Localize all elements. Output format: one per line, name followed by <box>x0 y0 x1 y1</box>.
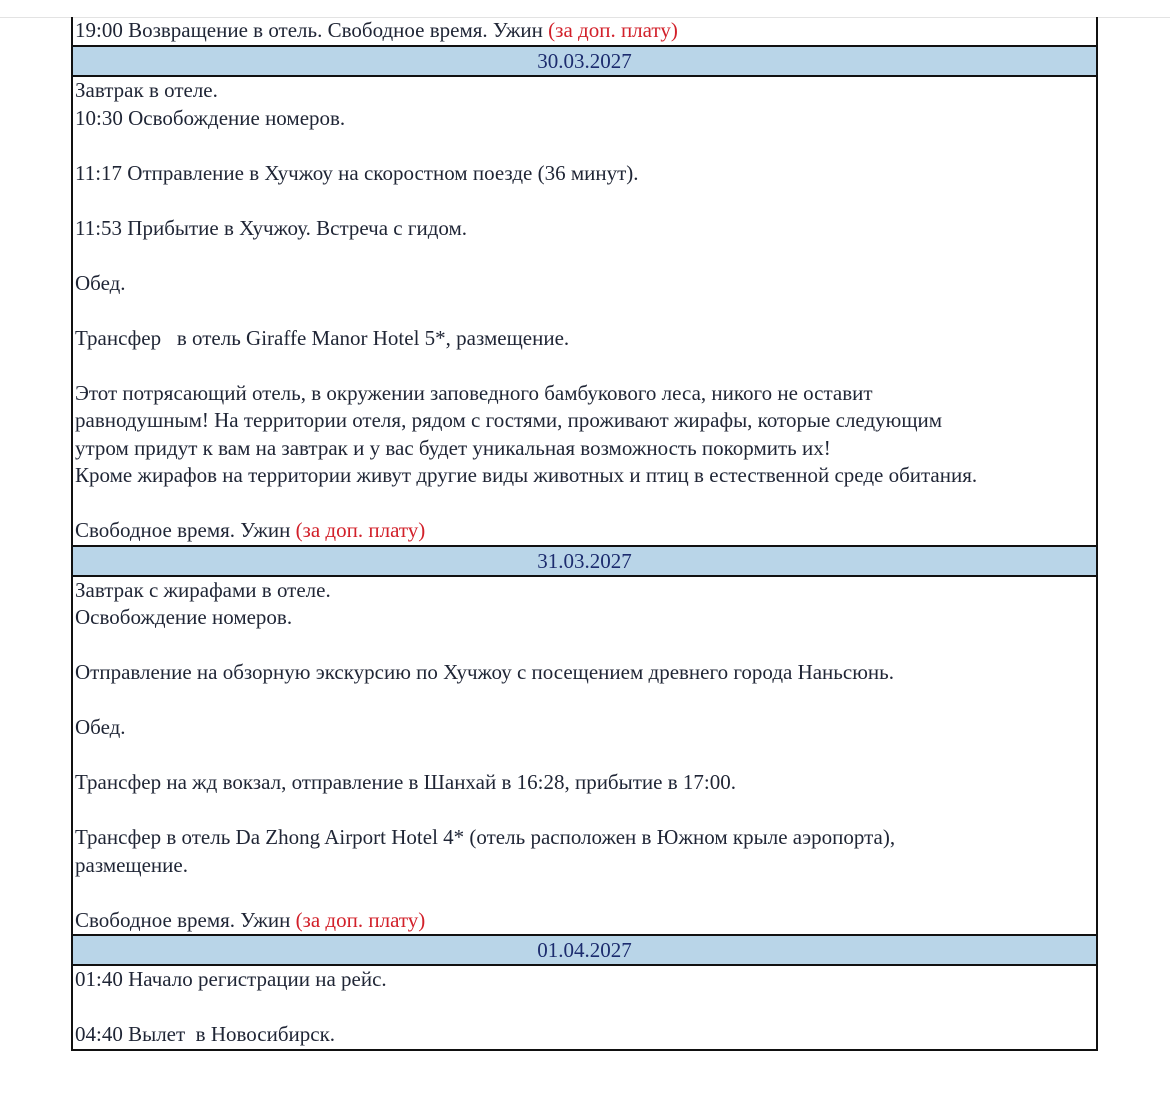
schedule-text: Свободное время. Ужин <box>75 518 296 542</box>
date-header: 30.03.2027 <box>73 45 1096 77</box>
extra-charge-note: (за доп. плату) <box>548 18 678 42</box>
blank-line <box>75 994 1094 1022</box>
blank-line <box>75 687 1094 715</box>
blank-line <box>75 242 1094 270</box>
schedule-text: Трансфер на жд вокзал, отправление в Шанхай в 16:28, прибытие в 17:00. <box>75 770 736 794</box>
schedule-line <box>75 966 1094 994</box>
schedule-text: Свободное время. Ужин <box>75 907 296 932</box>
blank-line <box>75 132 1094 160</box>
schedule-text: 11:17 Отправление в Хучжоу на скоростном поезде (36 минут). <box>75 160 639 185</box>
schedule-text: Завтрак с жирафами в отеле. <box>75 577 331 602</box>
date-header: 31.03.2027 <box>73 545 1096 577</box>
day-schedule-cell <box>73 577 1096 935</box>
schedule-line <box>75 17 1094 45</box>
schedule-text: 01:40 Начало регистрации на рейс. <box>75 967 387 991</box>
date-header: 01.04.2027 <box>73 934 1096 966</box>
schedule-line <box>75 462 1094 490</box>
schedule-text: 10:30 Освобождение номеров. <box>75 105 346 130</box>
extra-charge-note: (за доп. плату) <box>295 907 426 932</box>
blank-line <box>75 797 1094 825</box>
blank-line <box>75 187 1094 215</box>
schedule-text: Кроме жирафов на территории живут другие виды животных и птиц в естественной среде обитания. <box>75 463 978 487</box>
schedule-line <box>75 325 1094 353</box>
blank-line <box>75 352 1094 380</box>
schedule-line <box>75 270 1094 298</box>
blank-line <box>75 742 1094 770</box>
schedule-line <box>75 407 1094 435</box>
schedule-line <box>75 1021 1094 1049</box>
schedule-text: Этот потрясающий отель, в окружении заповедного бамбукового леса, никого не оставит <box>75 380 873 405</box>
blank-line <box>75 632 1094 660</box>
blank-line <box>75 490 1094 518</box>
schedule-line <box>75 824 1094 852</box>
extra-charge-note: (за доп. плату) <box>295 518 426 542</box>
schedule-text: равнодушным! На территории отеля, рядом с гостями, проживают жирафы, которые следующим <box>75 408 943 432</box>
day-schedule-cell <box>73 77 1096 545</box>
blank-line <box>75 297 1094 325</box>
schedule-line <box>75 77 1094 105</box>
schedule-text: Отправление на обзорную экскурсию по Хучжоу с посещением древнего города Наньсюнь. <box>75 660 894 684</box>
schedule-line <box>75 907 1094 935</box>
schedule-line <box>75 577 1094 605</box>
itinerary-table <box>71 17 1098 1051</box>
schedule-line <box>75 852 1094 880</box>
schedule-text: 04:40 Вылет в Новосибирск. <box>75 1022 336 1046</box>
schedule-line <box>75 380 1094 408</box>
schedule-line <box>75 435 1094 463</box>
day-schedule-cell <box>73 966 1096 1049</box>
schedule-text: Обед. <box>75 270 126 295</box>
schedule-text: Обед. <box>75 715 126 739</box>
schedule-text: Завтрак в отеле. <box>75 78 218 102</box>
schedule-line <box>75 160 1094 188</box>
schedule-text: размещение. <box>75 852 188 877</box>
schedule-line <box>75 105 1094 133</box>
schedule-text: утром придут к вам на завтрак и у вас будет уникальная возможность покормить их! <box>75 435 831 460</box>
schedule-line <box>75 714 1094 742</box>
schedule-line <box>75 604 1094 632</box>
schedule-text: Освобождение номеров. <box>75 605 293 629</box>
schedule-text: 19:00 Возвращение в отель. Свободное время. Ужин <box>75 18 549 42</box>
schedule-text: 11:53 Прибытие в Хучжоу. Встреча с гидом. <box>75 215 468 240</box>
schedule-text: Трансфер в отель Giraffe Manor Hotel 5*, размещение. <box>75 325 570 350</box>
schedule-line <box>75 769 1094 797</box>
blank-line <box>75 879 1094 907</box>
schedule-line <box>75 659 1094 687</box>
schedule-line <box>75 517 1094 545</box>
schedule-text: Трансфер в отель Da Zhong Airport Hotel 4* (отель расположен в Южном крыле аэропорта), <box>75 825 896 849</box>
schedule-line <box>75 215 1094 243</box>
day-schedule-cell <box>73 17 1096 45</box>
